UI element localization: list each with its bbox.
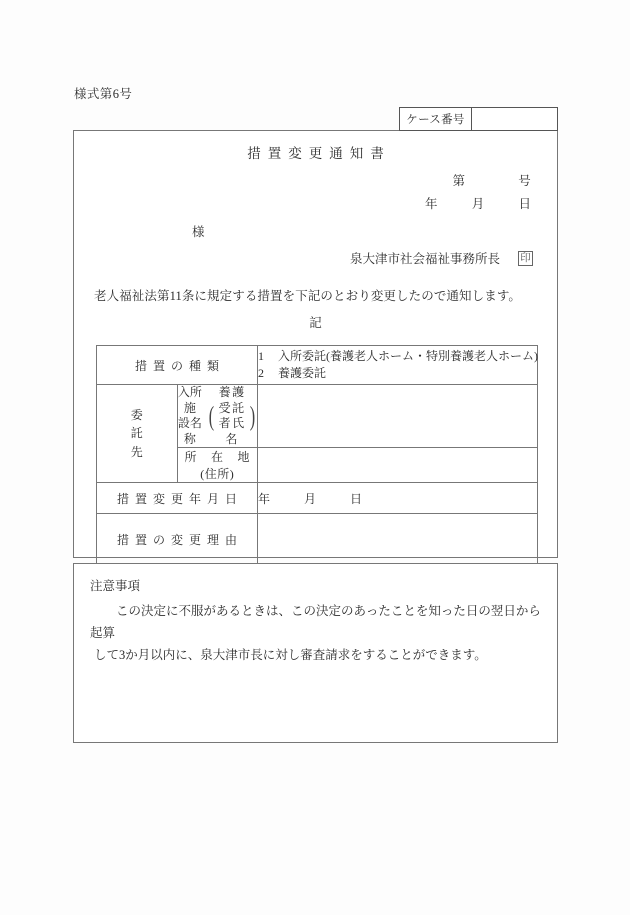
ki-mark: 記: [309, 316, 322, 330]
page-title: 措置変更通知書: [247, 146, 391, 161]
facility-alt-label: ( 養護受託 者氏名 ): [209, 385, 256, 446]
table-row-facility: [97, 385, 538, 448]
location-input[interactable]: [258, 448, 538, 483]
entrustee-vertical-label-1: 委: [130, 407, 143, 422]
case-number-box: [399, 107, 558, 131]
table-row-change-reason: [97, 514, 538, 565]
measure-kind-label: 措置の種類: [134, 358, 225, 373]
change-date-year: 年: [258, 491, 271, 506]
entrustee-vertical-label-cell: [97, 385, 178, 483]
notes-title: 注意事項: [90, 579, 141, 593]
change-date-input[interactable]: [258, 483, 538, 514]
measure-kind-option-2[interactable]: [258, 365, 537, 382]
paren-close-icon: ): [249, 400, 256, 431]
change-reason-label-cell: [97, 514, 258, 565]
notes-body: [90, 601, 541, 667]
issuer-line: [350, 249, 533, 267]
document-number-line: [453, 171, 532, 189]
change-date-day: 日: [350, 491, 363, 506]
facility-name-input[interactable]: [258, 385, 538, 448]
location-label: 所 在 地(住所): [184, 450, 251, 482]
paren-open-icon: (: [209, 400, 215, 431]
option-2-number: 2: [258, 366, 264, 380]
date-day-label: 日: [518, 197, 531, 211]
change-reason-label: 措置の変更理由: [116, 532, 243, 547]
case-number-input[interactable]: [472, 108, 557, 130]
measure-kind-options-cell[interactable]: [258, 346, 538, 385]
addressee-honorific: 様: [192, 225, 205, 239]
entrustee-vertical-label-2: 託: [130, 426, 143, 441]
case-number-label: ケース番号: [400, 108, 472, 130]
measure-table: [96, 345, 538, 565]
body-text: 老人福祉法第11条に規定する措置を下記のとおり変更したので通知します。: [94, 289, 522, 303]
number-suffix: 号: [518, 174, 531, 188]
option-1-number: 1: [258, 348, 264, 363]
change-date-label-cell: [97, 483, 258, 514]
issuer-name: 泉大津市社会福祉事務所長: [349, 252, 500, 266]
measure-kind-label-cell: [97, 346, 258, 385]
main-frame: [73, 130, 558, 558]
document-date-line: [425, 194, 531, 212]
entrustee-vertical-label-3: 先: [130, 444, 143, 459]
change-date-month: 月: [304, 491, 317, 506]
table-row-measure-kind: [97, 346, 538, 385]
facility-name-label: 入所施 設名称: [177, 385, 202, 446]
notes-line-2: して3か月以内に、泉大津市長に対し審査請求をすることができます。: [94, 647, 487, 662]
number-prefix: 第: [452, 174, 466, 188]
table-row-change-date: [97, 483, 538, 514]
option-1-text: 入所委託(養護老人ホーム・特別養護老人ホーム): [278, 348, 538, 363]
date-month-label: 月: [471, 197, 485, 211]
facility-name-label-cell: [177, 385, 258, 448]
date-year-label: 年: [424, 197, 438, 211]
option-2-text: 養護委託: [278, 366, 327, 380]
seal-icon: 印: [518, 251, 533, 266]
change-date-label: 措置変更年月日: [116, 491, 243, 506]
notes-box: [73, 563, 558, 743]
notes-line-1: この決定に不服があるときは、この決定のあったことを知った日の翌日から起算: [90, 604, 541, 640]
change-reason-input[interactable]: [258, 514, 538, 565]
measure-kind-option-1[interactable]: [258, 348, 537, 365]
location-label-cell: [177, 448, 258, 483]
form-number: 様式第6号: [74, 87, 133, 101]
